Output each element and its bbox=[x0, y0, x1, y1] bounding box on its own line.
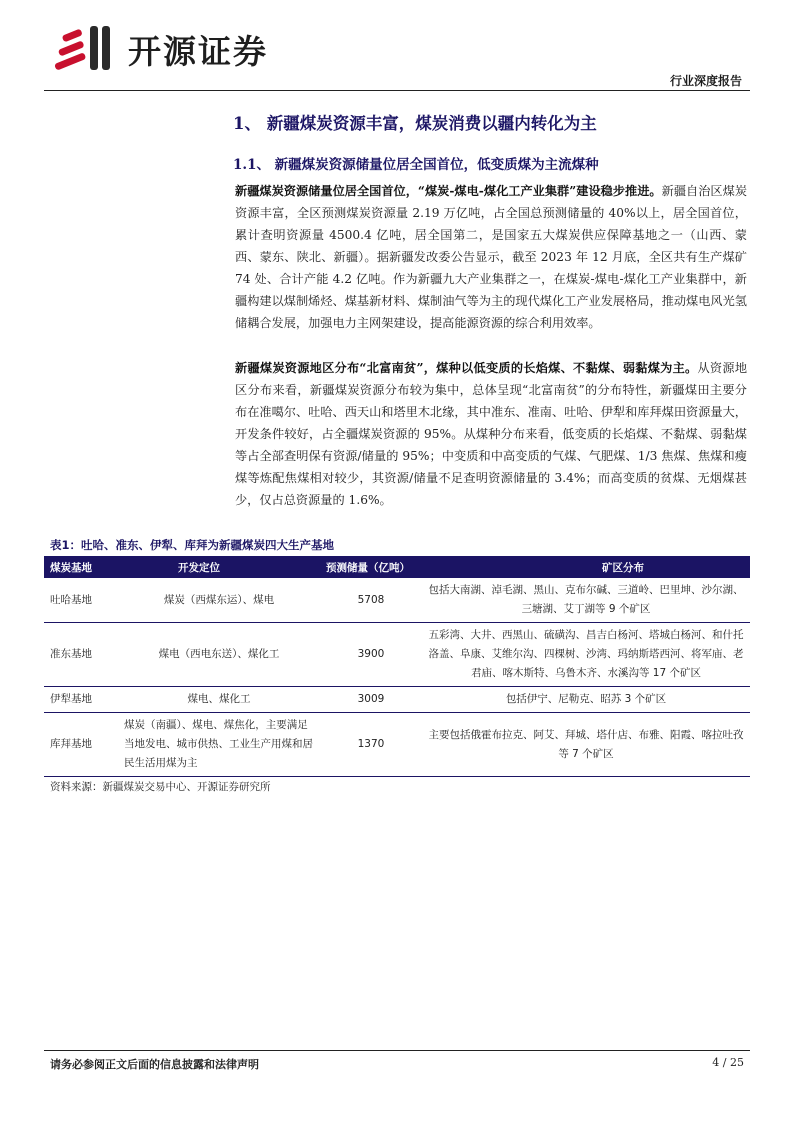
logo-mark-icon bbox=[52, 18, 122, 74]
table-source-note: 资料来源：新疆煤炭交易中心、开源证券研究所 bbox=[50, 781, 271, 793]
cell-reserve: 5708 bbox=[320, 578, 422, 623]
cell-base: 吐哈基地 bbox=[44, 578, 118, 623]
paragraph-2-lead: 新疆煤炭资源地区分布“北富南贫”，煤种以低变质的长焰煤、不黏煤、弱黏煤为主。 bbox=[235, 361, 698, 375]
section-heading: 1、 新疆煤炭资源丰富，煤炭消费以疆内转化为主 bbox=[233, 114, 597, 133]
cell-position: 煤电、煤化工 bbox=[118, 687, 320, 713]
cell-position: 煤炭（西煤东运）、煤电 bbox=[118, 578, 320, 623]
paragraph-1-body: 新疆自治区煤炭资源丰富，全区预测煤炭资源量 2.19 万亿吨，占全国总预测储量的 40%以上，居全国首位，累计查明资源量 4500.4 亿吨，居全国第二，是国家五大煤炭供应保障基地之一（山西、蒙西、蒙东、陕北、新疆）。据新疆发改委公告显示，截至 2023 年 12 月底，全区共有生产煤矿 74 处、合计产能 4.2 亿吨。作为新疆九大产业集群之一，在煤炭-煤电-煤化工产业集群中，新疆构建以煤制烯烃、煤基新材料、煤制油气等为主的现代煤化工产业发展格局，推动煤电风光氢储耦合发展，加强电力主网架建设，提高能源资源的综合利用效率。 bbox=[235, 184, 748, 330]
cell-base: 准东基地 bbox=[44, 623, 118, 687]
cell-areas: 五彩湾、大井、西黑山、硫磺沟、昌吉白杨河、塔城白杨河、和什托洛盖、阜康、艾维尔沟、四棵树、沙湾、玛纳斯塔西河、将军庙、老君庙、喀木斯特、乌鲁木齐、水溪沟等 17 个矿区 bbox=[422, 623, 750, 687]
table-title: 表1：吐哈、准东、伊犁、库拜为新疆煤炭四大生产基地 bbox=[50, 538, 334, 552]
report-type-label: 行业深度报告 bbox=[669, 74, 742, 88]
table-row bbox=[44, 687, 750, 713]
header-divider bbox=[44, 90, 750, 91]
cell-areas: 包括大南湖、淖毛湖、黑山、克布尔碱、三道岭、巴里坤、沙尔湖、三塘湖、艾丁湖等 9 个矿区 bbox=[422, 578, 750, 623]
table-row bbox=[44, 623, 750, 687]
logo-text: 开源证券 bbox=[128, 32, 268, 71]
table-header-row bbox=[44, 556, 750, 578]
paragraph-2 bbox=[235, 357, 747, 511]
table-row bbox=[44, 578, 750, 623]
cell-base: 伊犁基地 bbox=[44, 687, 118, 713]
paragraph-2-body: 从资源地区分布来看，新疆煤炭资源分布较为集中，总体呈现“北富南贫”的分布特性，新疆煤田主要分布在准噶尔、吐哈、西天山和塔里木北缘，其中准东、准南、吐哈、伊犁和库拜煤田资源量大，开发条件较好，占全疆煤炭资源的 95%。从煤种分布来看，低变质的长焰煤、不黏煤、弱黏煤等占全部查明保有资源/储量的 95%；中变质和中高变质的气煤、气肥煤、1/3 焦煤、焦煤和瘦煤等炼配焦煤相对较少，其资源/储量不足查明资源储量的 3.4%；而高变质的贫煤、无烟煤甚少，仅占总资源量的 1.6%。 bbox=[235, 361, 748, 507]
coal-base-table bbox=[44, 556, 750, 777]
cell-areas: 主要包括俄霍布拉克、阿艾、拜城、塔什店、布雅、阳霞、喀拉吐孜等 7 个矿区 bbox=[422, 713, 750, 777]
column-header-position: 开发定位 bbox=[118, 556, 320, 578]
column-header-base: 煤炭基地 bbox=[44, 556, 118, 578]
page-number: 4 / 25 bbox=[712, 1056, 744, 1069]
cell-position: 煤电（西电东送）、煤化工 bbox=[118, 623, 320, 687]
cell-areas: 包括伊宁、尼勒克、昭苏 3 个矿区 bbox=[422, 687, 750, 713]
cell-base: 库拜基地 bbox=[44, 713, 118, 777]
subsection-heading: 1.1、 新疆煤炭资源储量位居全国首位，低变质煤为主流煤种 bbox=[233, 157, 599, 173]
cell-reserve: 3900 bbox=[320, 623, 422, 687]
column-header-areas: 矿区分布 bbox=[422, 556, 750, 578]
footer-divider bbox=[44, 1050, 750, 1051]
cell-reserve: 1370 bbox=[320, 713, 422, 777]
paragraph-1-lead: 新疆煤炭资源储量位居全国首位，“煤炭-煤电-煤化工产业集群”建设稳步推进。 bbox=[235, 184, 662, 198]
table-row bbox=[44, 713, 750, 777]
footer-disclaimer: 请务必参阅正文后面的信息披露和法律声明 bbox=[50, 1058, 259, 1071]
company-logo bbox=[52, 18, 312, 74]
paragraph-1 bbox=[235, 180, 747, 334]
cell-reserve: 3009 bbox=[320, 687, 422, 713]
column-header-reserve: 预测储量（亿吨） bbox=[320, 556, 422, 578]
cell-position: 煤炭（南疆）、煤电、煤焦化，主要满足当地发电、城市供热、工业生产用煤和居民生活用煤为主 bbox=[118, 713, 320, 777]
